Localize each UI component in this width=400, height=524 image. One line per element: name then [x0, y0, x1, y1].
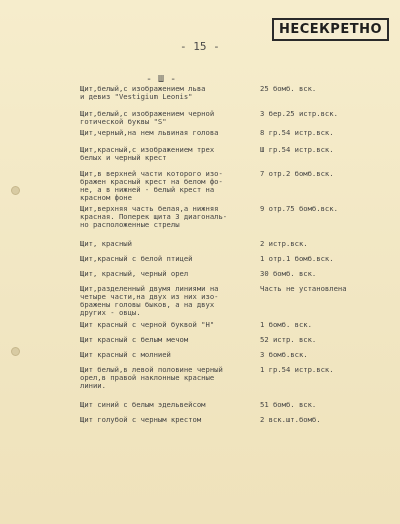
emblem-description	[80, 401, 250, 409]
unit-designation: 1 гр.54 истр.вск.	[260, 365, 334, 374]
unit-designation: 1 отр.1 бомб.вск.	[260, 254, 334, 263]
description-line: Щит,красный,с изображением трех	[80, 145, 215, 154]
description-line: не, а в нижней - белый крест на	[80, 185, 215, 194]
description-line: четыре части,на двух из них изо-	[80, 292, 219, 301]
emblem-description	[80, 416, 250, 424]
description-line: Щит,в верхней части которого изо-	[80, 169, 223, 178]
description-line: Щит, красный	[80, 239, 132, 248]
description-line: Щит,черный,на нем львиная голова	[80, 128, 219, 137]
emblem-description	[80, 285, 250, 317]
description-line: красном фоне	[80, 193, 132, 202]
description-line: Щит красный с черной буквой "Н"	[80, 320, 215, 329]
emblem-description	[80, 351, 250, 359]
unit-designation: 3 бомб.вск.	[260, 350, 308, 359]
emblem-description	[80, 321, 250, 329]
description-line: Щит белый,в левой половине черный	[80, 365, 223, 374]
unit-designation: 52 истр. вск.	[260, 335, 317, 344]
emblem-description	[80, 85, 250, 101]
unit-designation: 1 бомб. вск.	[260, 320, 312, 329]
description-line: Щит,белый,с изображением льва	[80, 84, 206, 93]
description-line: Щит красный с белым мечом	[80, 335, 189, 344]
emblem-description	[80, 366, 250, 390]
description-line: Щит,разделенный двумя линиями на	[80, 284, 219, 293]
description-line: бражены головы быков, а на двух	[80, 300, 215, 309]
emblem-description	[80, 129, 250, 137]
description-line: других - овцы.	[80, 308, 141, 317]
unit-designation: 51 бомб. вск.	[260, 400, 317, 409]
emblem-description	[80, 240, 250, 248]
classification-stamp: НЕСЕКРЕТНО	[272, 18, 389, 41]
unit-designation: 25 бомб. вск.	[260, 84, 317, 93]
punch-hole	[11, 186, 20, 195]
description-line: бражен красный крест на белом фо-	[80, 177, 223, 186]
unit-designation: 2 истр.вск.	[260, 239, 308, 248]
unit-designation: Часть не установлена	[260, 284, 347, 293]
description-line: белых и черный крест	[80, 153, 167, 162]
description-line: и девиз "Vestigium Leonis"	[80, 92, 193, 101]
description-line: Щит,белый,с изображением черной	[80, 109, 215, 118]
unit-designation: 8 гр.54 истр.вск.	[260, 128, 334, 137]
emblem-description	[80, 255, 250, 263]
unit-designation: 2 вск.шт.бомб.	[260, 415, 321, 424]
description-line: Щит, красный, черный орел	[80, 269, 189, 278]
page-number: - 15 -	[180, 40, 220, 53]
emblem-description	[80, 270, 250, 278]
unit-designation: Ш гр.54 истр.вск.	[260, 145, 334, 154]
description-line: Щит красный с молнией	[80, 350, 171, 359]
emblem-description	[80, 336, 250, 344]
description-line: Щит,красный с белой птицей	[80, 254, 193, 263]
description-line: Щит голубой с черным крестом	[80, 415, 202, 424]
description-line: но расположенные стрелы	[80, 220, 180, 229]
description-line: Щит синий с белым эдельвейсом	[80, 400, 206, 409]
description-line: красная. Поперек щита 3 диагональ-	[80, 212, 228, 221]
description-line: орел,в правой наклонные красные	[80, 373, 215, 382]
section-heading: - Ш -	[146, 74, 177, 85]
unit-designation: 3 бер.25 истр.вск.	[260, 109, 338, 118]
unit-designation: 9 отр.75 бомб.вск.	[260, 204, 338, 213]
emblem-description	[80, 110, 250, 126]
emblem-description	[80, 170, 250, 202]
description-line: готической буквы "S"	[80, 117, 167, 126]
unit-designation: 30 бомб. вск.	[260, 269, 317, 278]
punch-hole	[11, 347, 20, 356]
description-line: линии.	[80, 381, 106, 390]
emblem-description	[80, 146, 250, 162]
description-line: Щит,верхняя часть белая,а нижняя	[80, 204, 219, 213]
emblem-description	[80, 205, 250, 229]
unit-designation: 7 отр.2 бомб.вск.	[260, 169, 334, 178]
